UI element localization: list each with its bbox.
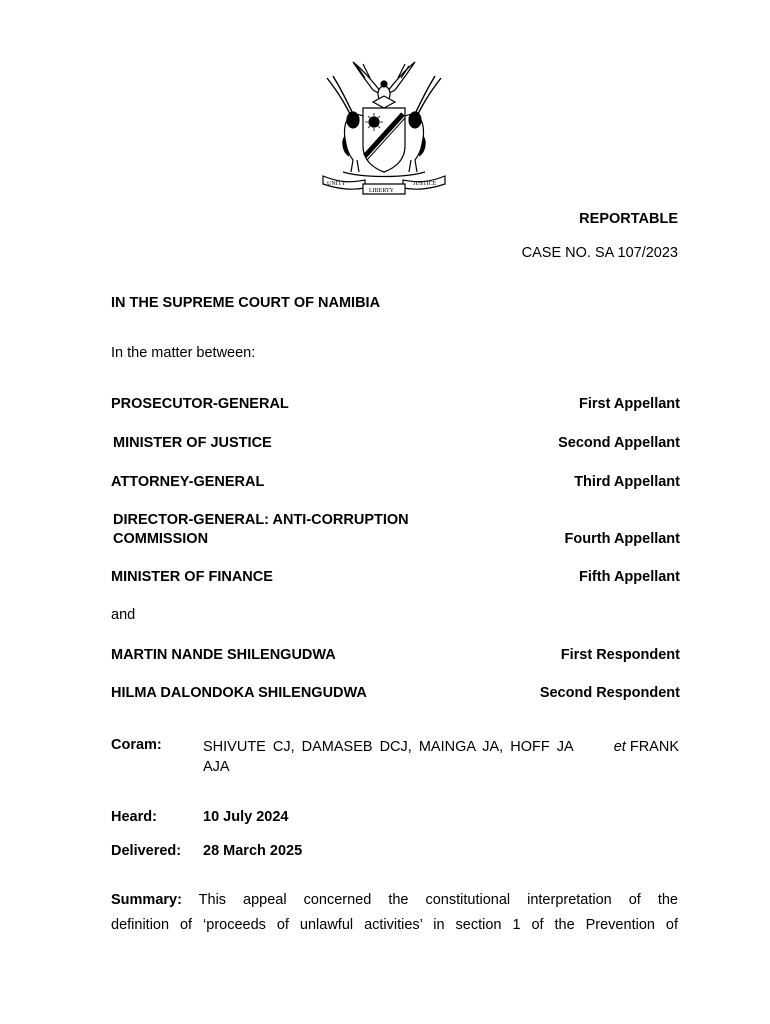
coram-et: et [613, 739, 626, 755]
party-role: Second Respondent [539, 685, 680, 701]
coram-line-2: AJA [203, 759, 230, 775]
coram-judges: SHIVUTE CJ, DAMASEB DCJ, MAINGA JA, HOFF JA [203, 739, 580, 755]
coram-line-1 [203, 737, 679, 757]
court-title: IN THE SUPREME COURT OF NAMIBIA [111, 295, 381, 311]
coram-frank: FRANK [625, 739, 679, 755]
reportable-label: REPORTABLE [579, 211, 678, 227]
party-name: MARTIN NANDE SHILENGUDWA [111, 647, 336, 663]
party-row-second-appellant [111, 434, 680, 453]
summary-line-2: definition of ‘proceeds of unlawful activities’ in section 1 of the Prevention of [111, 917, 678, 933]
party-role: First Appellant [579, 396, 680, 412]
party-row-first-appellant [111, 395, 680, 414]
svg-text:UNITY: UNITY [327, 181, 346, 187]
delivered-date: 28 March 2025 [203, 843, 303, 859]
party-row-second-respondent [111, 684, 680, 703]
coram-label: Coram: [111, 737, 162, 753]
summary-paragraph [111, 888, 678, 938]
summary-text-1: This appeal concerned the constitutional interpretation of the [181, 892, 678, 908]
party-name: MINISTER OF JUSTICE [113, 435, 272, 451]
party-name: DIRECTOR-GENERAL: ANTI-CORRUPTION COMMISSION [113, 512, 409, 547]
matter-between: In the matter between: [111, 345, 256, 361]
party-name: HILMA DALONDOKA SHILENGUDWA [111, 685, 367, 701]
svg-text:LIBERTY: LIBERTY [369, 188, 394, 194]
and-separator: and [111, 607, 136, 623]
heard-label: Heard: [111, 809, 157, 825]
party-name: PROSECUTOR-GENERAL [111, 396, 289, 412]
party-role: First Respondent [560, 647, 680, 663]
coram-value [203, 737, 679, 777]
delivered-label: Delivered: [111, 843, 182, 859]
party-row-third-appellant [111, 473, 680, 492]
summary-line-1 [111, 888, 678, 913]
party-role: Third Appellant [574, 474, 680, 490]
party-name: ATTORNEY-GENERAL [111, 474, 265, 490]
party-role: Fifth Appellant [579, 569, 680, 585]
coram-line-end [614, 737, 679, 757]
party-name: MINISTER OF FINANCE [111, 569, 273, 585]
case-number: CASE NO. SA 107/2023 [521, 245, 678, 261]
party-row-fifth-appellant [111, 568, 680, 587]
party-row-first-respondent [111, 646, 680, 665]
party-role: Fourth Appellant [564, 531, 680, 547]
svg-text:JUSTICE: JUSTICE [413, 181, 437, 187]
heard-date: 10 July 2024 [203, 809, 289, 825]
emblem-motto [0, 0, 1, 1]
party-row-fourth-appellant [111, 511, 680, 549]
summary-label: Summary: [111, 892, 182, 908]
namibia-coat-of-arms-icon [313, 56, 455, 198]
party-role: Second Appellant [558, 435, 680, 451]
